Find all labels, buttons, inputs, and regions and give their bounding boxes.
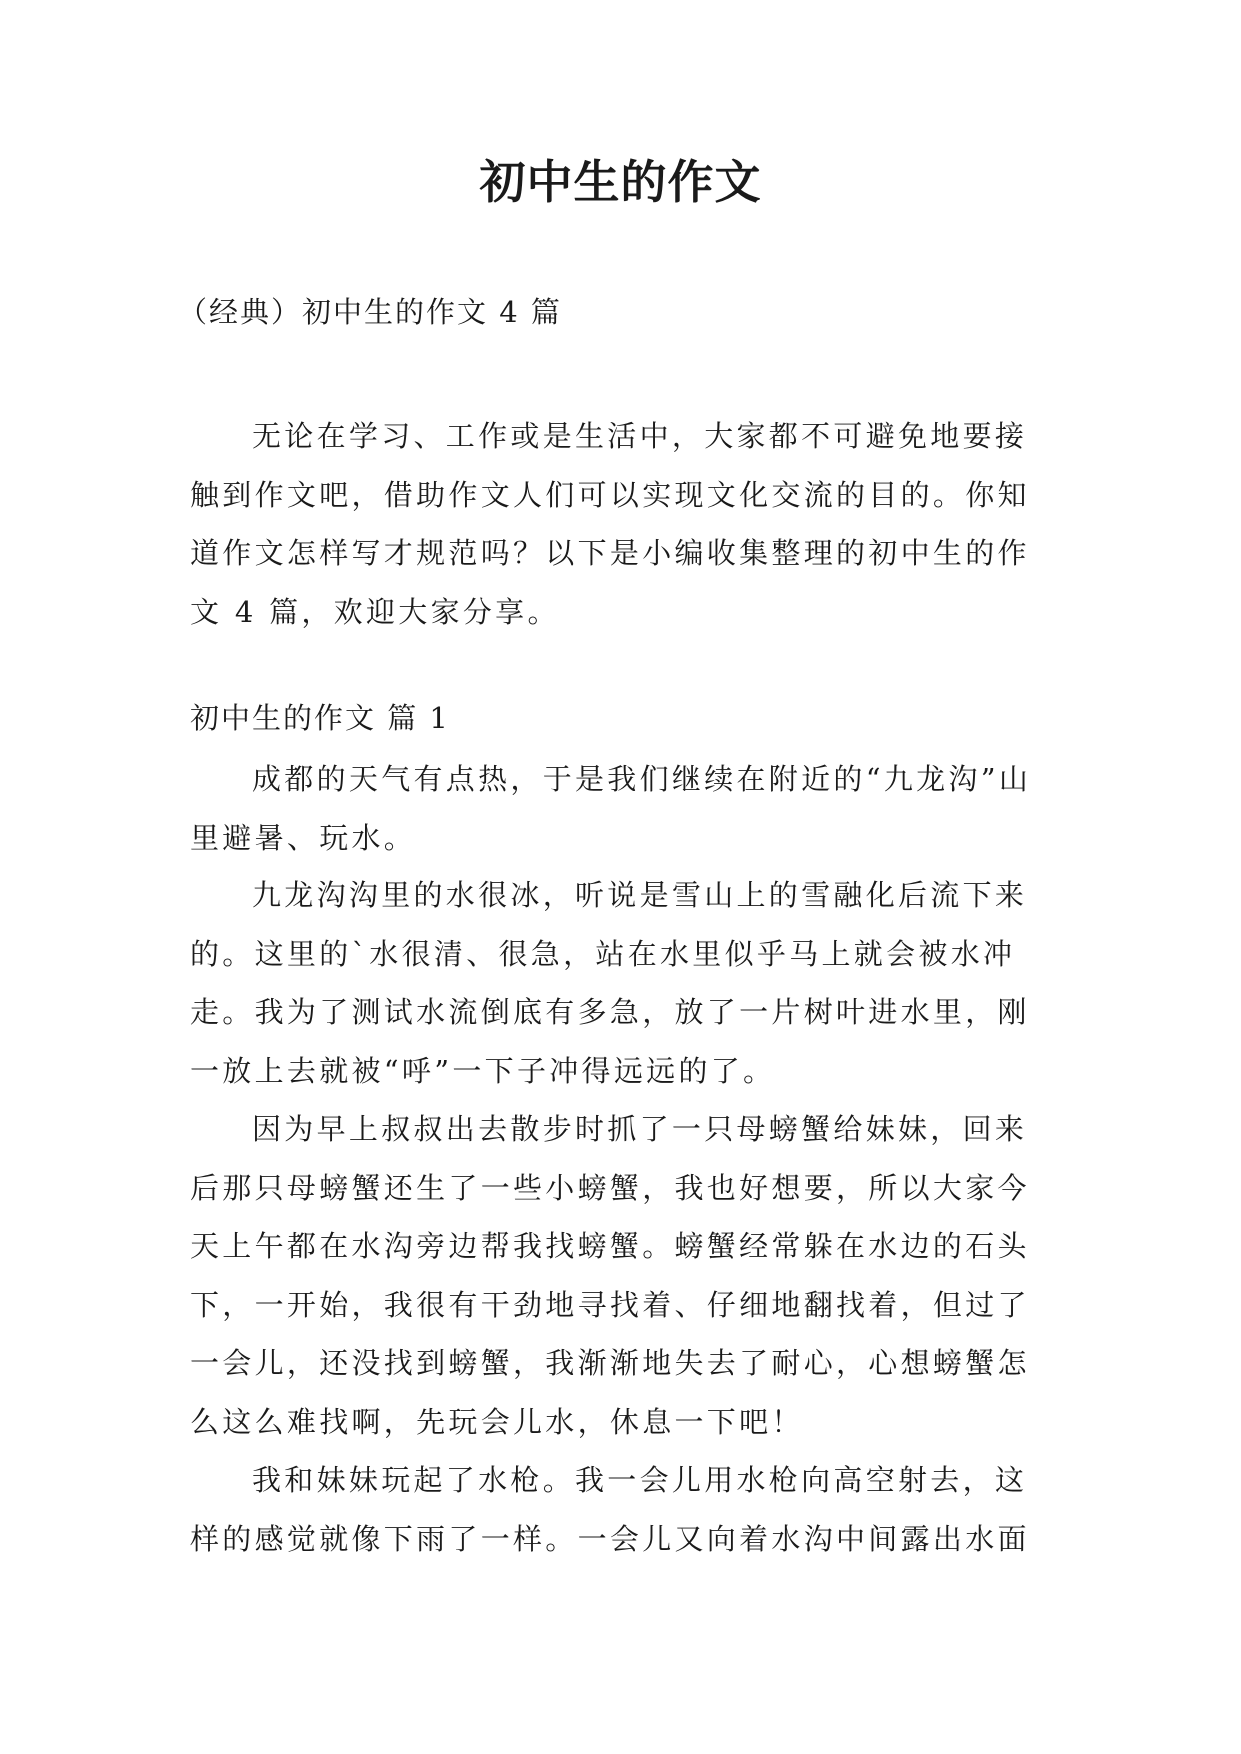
body-paragraph-2: [190, 866, 1056, 1100]
body-paragraph-3: [190, 1100, 1056, 1451]
paragraph-text: 成都的天气有点热，于是我们继续在附近的“九龙沟”山里避暑、玩水。: [190, 762, 1032, 855]
paragraph-text: 我和妹妹玩起了水枪。我一会儿用水枪向高空射去，这样的感觉就像下雨了一样。一会儿又向着水沟中间露出水面: [190, 1463, 1030, 1556]
intro-paragraph: [190, 407, 1056, 641]
paragraph-text: 因为早上叔叔出去散步时抓了一只母螃蟹给妹妹，回来后那只母螃蟹还生了一些小螃蟹，我也好想要，所以大家今天上午都在水沟旁边帮我找螃蟹。螃蟹经常躲在水边的石头下，一开始，我很有干劲地寻找着、仔细地翻找着，但过了一会儿，还没找到螃蟹，我渐渐地失去了耐心，心想螃蟹怎么这么难找啊，先玩会儿水，休息一下吧！: [190, 1112, 1030, 1439]
body-paragraph-1: [190, 750, 1056, 867]
intro-text: 无论在学习、工作或是生活中，大家都不可避免地要接触到作文吧，借助作文人们可以实现文化交流的目的。你知道作文怎样写才规范吗？以下是小编收集整理的初中生的作文 4 篇，欢迎大家分享。: [190, 419, 1030, 629]
body-paragraph-4: [190, 1451, 1056, 1568]
document-subtitle: （经典）初中生的作文 4 篇: [178, 295, 562, 329]
paragraph-text: 九龙沟沟里的水很冰，听说是雪山上的雪融化后流下来的。这里的`水很清、很急，站在水里似乎马上就会被水冲走。我为了测试水流倒底有多急，放了一片树叶进水里，刚一放上去就被“呼”一下子冲得远远的了。: [190, 878, 1030, 1088]
document-title: 初中生的作文: [479, 155, 762, 209]
section-heading: 初中生的作文 篇 1: [190, 701, 450, 735]
